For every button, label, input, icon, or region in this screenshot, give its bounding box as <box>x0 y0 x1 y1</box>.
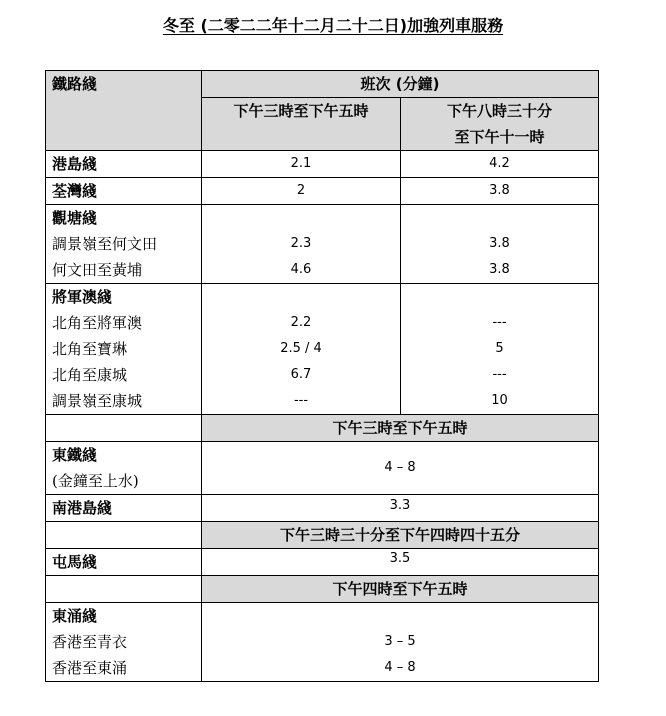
frequency-value: 2.1 <box>202 151 401 178</box>
header-period-evening-line2: 至下午十一時 <box>454 128 545 146</box>
table-row <box>46 442 599 495</box>
line-group-kwun-tong <box>46 205 202 284</box>
frequency-value: 4.6 <box>290 262 312 277</box>
frequency-value: 3.5 <box>202 549 599 576</box>
period-header-row <box>46 576 599 603</box>
segment-label: 北角至康城 <box>52 366 128 384</box>
line-name: 南港島綫 <box>46 495 202 522</box>
header-period-afternoon: 下午三時至下午五時 <box>202 98 401 151</box>
period-header: 下午三時三十分至下午四時四十五分 <box>202 522 599 549</box>
frequency-value: 3.8 <box>489 262 510 277</box>
header-railway-line: 鐵路綫 <box>46 71 202 151</box>
table-row <box>46 205 599 284</box>
segment-label: 調景嶺至康城 <box>52 392 143 410</box>
frequency-value: 4.2 <box>401 151 599 178</box>
period-header-row <box>46 522 599 549</box>
period-header: 下午四時至下午五時 <box>202 576 599 603</box>
frequency-value: --- <box>293 393 309 408</box>
line-group-tung-chung <box>46 603 202 682</box>
segment-label: 北角至將軍澳 <box>52 314 143 332</box>
table-row <box>46 549 599 576</box>
page-title: 冬至 (二零二二年十二月二十二日)加強列車服務 <box>162 16 504 35</box>
frequency-column <box>401 205 599 284</box>
period-header-blank <box>46 576 202 603</box>
frequency-value: 5 <box>495 341 504 356</box>
frequency-value: 3.8 <box>489 236 510 251</box>
frequency-value: 3.8 <box>401 178 599 205</box>
table-row <box>46 603 599 682</box>
line-name: 屯馬綫 <box>46 549 202 576</box>
header-period-evening-line1: 下午八時三十分 <box>446 102 552 120</box>
segment-label: 北角至寶琳 <box>52 340 128 358</box>
segment-label: 香港至青衣 <box>52 633 128 651</box>
frequency-value: 2.3 <box>290 236 312 251</box>
table-row <box>46 178 599 205</box>
table-header-row <box>46 71 599 98</box>
header-period-evening <box>401 98 599 151</box>
frequency-value: 2 <box>202 178 401 205</box>
frequency-column <box>202 205 401 284</box>
line-name: 港島綫 <box>46 151 202 178</box>
line-name: 東涌綫 <box>52 607 98 625</box>
line-name: 東鐵綫 <box>52 446 98 464</box>
line-name: 荃灣綫 <box>46 178 202 205</box>
frequency-column <box>202 284 401 415</box>
frequency-value: 3 – 5 <box>384 634 416 649</box>
period-header-blank <box>46 522 202 549</box>
frequency-value: 10 <box>491 393 508 408</box>
period-header-row <box>46 415 599 442</box>
frequency-column <box>202 603 599 682</box>
table-row <box>46 284 599 415</box>
frequency-value: 3.3 <box>202 495 599 522</box>
line-group-east-rail <box>46 442 202 495</box>
frequency-value: 4 – 8 <box>202 442 599 495</box>
segment-label: 香港至東涌 <box>52 659 128 677</box>
line-name: 將軍澳綫 <box>52 288 113 306</box>
frequency-value: --- <box>492 367 507 382</box>
line-name: 觀塘綫 <box>52 209 98 227</box>
frequency-value: --- <box>492 315 507 330</box>
table-row <box>46 151 599 178</box>
header-frequency: 班次 (分鐘) <box>202 71 599 98</box>
frequency-column <box>401 284 599 415</box>
frequency-value: 2.2 <box>290 315 312 330</box>
segment-label: (金鐘至上水) <box>52 472 139 490</box>
train-schedule-table <box>45 70 599 682</box>
frequency-value: 2.5 / 4 <box>280 341 322 356</box>
segment-label: 何文田至黃埔 <box>52 261 143 279</box>
line-group-tko <box>46 284 202 415</box>
table-row <box>46 495 599 522</box>
period-header: 下午三時至下午五時 <box>202 415 599 442</box>
frequency-value: 4 – 8 <box>384 660 416 675</box>
frequency-value: 6.7 <box>290 367 312 382</box>
segment-label: 調景嶺至何文田 <box>52 235 158 253</box>
period-header-blank <box>46 415 202 442</box>
